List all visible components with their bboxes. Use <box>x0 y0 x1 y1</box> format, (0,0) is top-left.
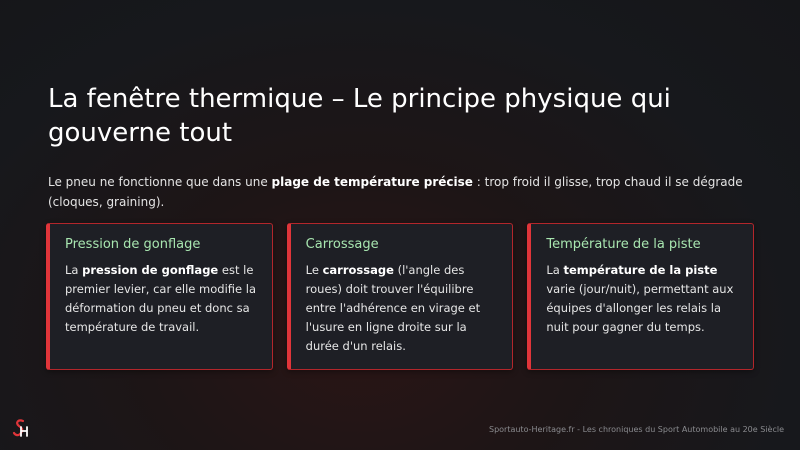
sh-monogram-logo-icon <box>12 418 32 438</box>
card-text-end: varie (jour/nuit), permettant aux équipes d'allonger les relais la nuit pour gagner du temps. <box>546 282 734 334</box>
card-text-end: (l'angle des roues) doit trouver l'équilibre entre l'adhérence en virage et l'usure en ligne droite sur la durée d'un relais. <box>305 263 481 353</box>
card-title: Carrossage <box>305 237 379 252</box>
card-title: Température de la piste <box>546 237 701 252</box>
card-body <box>65 261 260 337</box>
intro-text-end: : trop froid il glisse, trop chaud il se dégrade (cloques, graining). <box>48 175 743 209</box>
card-body <box>546 261 741 337</box>
footer-credit: Sportauto-Heritage.fr - Les chroniques du Sport Automobile au 20e Siècle <box>488 425 784 434</box>
card-emphasis: température de la piste <box>563 263 718 277</box>
intro-paragraph <box>48 172 758 212</box>
slide-title: La fenêtre thermique – Le principe physique qui gouverne tout <box>48 84 671 148</box>
card-text-end: est le premier levier, car elle modifie la déformation du pneu et donc sa température de travail. <box>65 263 256 334</box>
card-text-start: La <box>546 263 564 277</box>
card-emphasis: carrossage <box>322 263 394 277</box>
card-emphasis: pression de gonflage <box>82 263 219 277</box>
card-carrossage <box>287 223 514 370</box>
intro-text-start: Le pneu ne fonctionne que dans une <box>48 175 272 189</box>
intro-emphasis: plage de température précise <box>271 175 473 189</box>
card-title: Pression de gonflage <box>65 237 201 252</box>
card-temperature-piste <box>527 223 754 370</box>
card-body <box>306 261 501 356</box>
card-pression <box>46 223 273 370</box>
cards-row <box>46 223 754 370</box>
card-text-start: Le <box>305 263 323 277</box>
card-text-start: La <box>65 263 83 277</box>
